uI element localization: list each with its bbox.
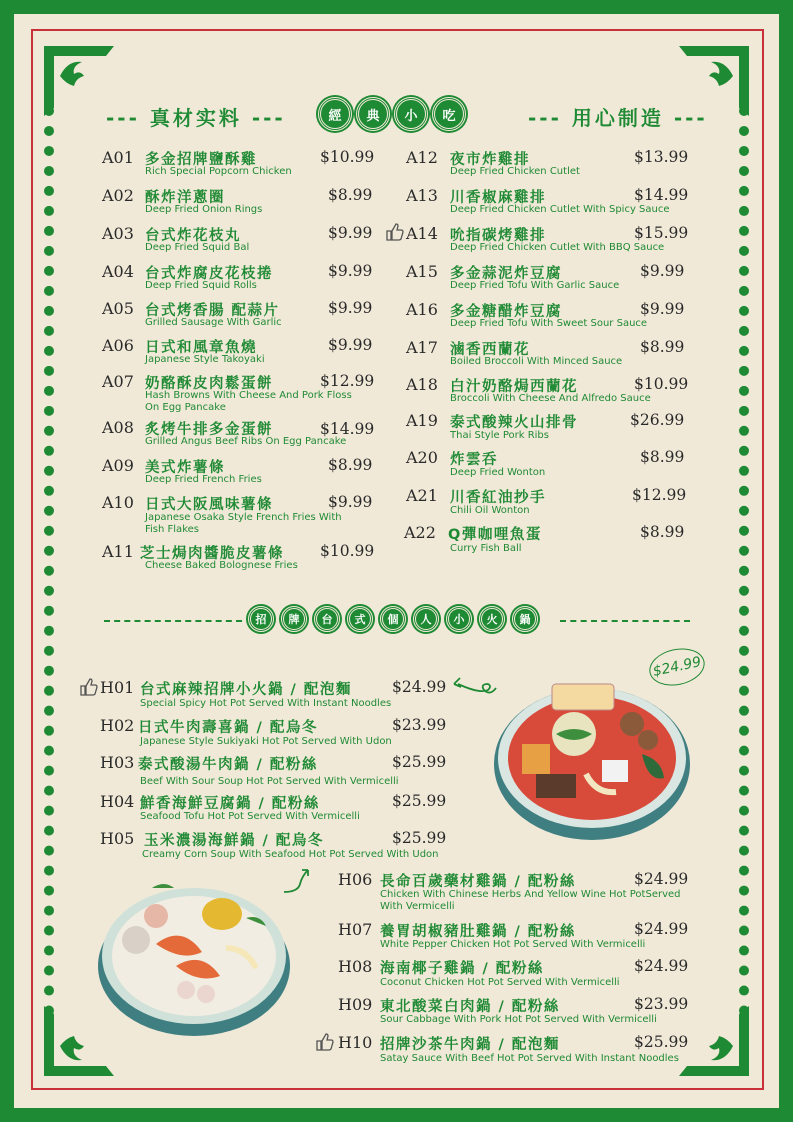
item-price: $26.99	[630, 411, 685, 429]
title-char: 台	[314, 606, 340, 632]
item-code: A20	[406, 448, 438, 467]
item-name-zh: 台式炸腐皮花枝捲	[145, 266, 273, 282]
item-price: $23.99	[392, 716, 447, 734]
item-price: $8.99	[328, 186, 373, 204]
item-name-en: Grilled Angus Beef Ribs On Egg Pancake	[145, 436, 347, 447]
item-name-en-line2: On Egg Pancake	[145, 402, 226, 413]
item-name-zh: 東北酸菜白肉鍋 / 配粉絲	[380, 999, 560, 1015]
item-price: $14.99	[634, 186, 689, 204]
item-name-en-line2: Fish Flakes	[145, 524, 199, 535]
divider-line	[104, 620, 242, 622]
item-name-en: Broccoli With Cheese And Alfredo Sauce	[450, 393, 651, 404]
title-char: 個	[380, 606, 406, 632]
item-code: A17	[406, 338, 438, 357]
item-code: H10	[338, 1033, 373, 1052]
item-name-zh: 日式和風章魚燒	[145, 340, 257, 356]
item-code: A07	[102, 372, 134, 391]
item-code: A21	[406, 486, 438, 505]
item-name-en: Rich Special Popcorn Chicken	[145, 166, 292, 177]
item-price: $25.99	[392, 792, 447, 810]
item-price: $14.99	[320, 420, 375, 438]
item-code: A03	[102, 224, 134, 243]
title-char: 火	[479, 606, 505, 632]
item-price: $24.99	[634, 920, 689, 938]
item-price: $25.99	[634, 1033, 689, 1051]
item-code: A12	[406, 148, 438, 167]
item-name-en: Creamy Corn Soup With Seafood Hot Pot Served With Udon	[142, 849, 439, 860]
item-name-zh: 日式牛肉壽喜鍋 / 配烏冬	[138, 720, 318, 736]
item-name-zh: 奶酪酥皮肉鬆蛋餅	[145, 376, 273, 392]
item-name-zh: 台式麻辣招牌小火鍋 / 配泡麵	[140, 682, 352, 698]
seafood-hotpot-image	[96, 870, 296, 1044]
item-name-zh: 玉米濃湯海鮮鍋 / 配烏冬	[144, 833, 324, 849]
item-name-en-line2: With Vermicelli	[380, 901, 455, 912]
item-name-en: Deep Fried Tofu With Garlic Sauce	[450, 280, 620, 291]
title-char: 小	[394, 97, 428, 131]
item-name-en: Hash Browns With Cheese And Pork Floss	[145, 390, 352, 401]
item-code: H06	[338, 870, 373, 889]
item-code: A19	[406, 411, 438, 430]
item-code: H07	[338, 920, 373, 939]
item-name-zh: 吮指碳烤雞排	[450, 228, 546, 244]
item-code: H01	[100, 678, 135, 697]
item-price: $25.99	[392, 753, 447, 771]
item-price: $9.99	[328, 224, 373, 242]
item-price: $9.99	[328, 299, 373, 317]
item-name-en: Deep Fried Tofu With Sweet Sour Sauce	[450, 318, 648, 329]
title-char: 小	[446, 606, 472, 632]
item-code: A18	[406, 375, 438, 394]
item-name-zh: 長命百歲藥材雞鍋 / 配粉絲	[380, 874, 576, 890]
item-price: $25.99	[392, 829, 447, 847]
item-name-en: Chili Oil Wonton	[450, 505, 530, 516]
spicy-hotpot-image	[492, 674, 692, 848]
item-name-en: Japanese Style Takoyaki	[145, 354, 265, 365]
item-price: $10.99	[634, 375, 689, 393]
item-name-zh: 台式炸花枝丸	[145, 228, 241, 244]
item-name-en: Deep Fried Chicken Cutlet With BBQ Sauce	[450, 242, 665, 253]
item-code: A16	[406, 300, 438, 319]
price-tag-badge: $24.99	[646, 644, 708, 691]
item-name-en: Chicken With Chinese Herbs And Yellow Wine Hot PotServed	[380, 889, 681, 900]
item-name-en: Curry Fish Ball	[450, 543, 522, 554]
section-title-snacks	[318, 97, 466, 131]
item-code: H03	[100, 753, 135, 772]
item-name-en: Sour Cabbage With Pork Hot Pot Served With Vermicelli	[380, 1014, 657, 1025]
item-name-en: Boiled Broccoli With Minced Sauce	[450, 356, 623, 367]
item-name-zh: 泰式酸辣火山排骨	[450, 415, 578, 431]
item-code: A22	[404, 523, 436, 542]
item-name-en: Satay Sauce With Beef Hot Pot Served With Instant Noodles	[380, 1053, 679, 1064]
item-price: $24.99	[634, 870, 689, 888]
item-price: $23.99	[634, 995, 689, 1013]
title-char: 牌	[281, 606, 307, 632]
item-code: A08	[102, 418, 134, 437]
item-name-en: Special Spicy Hot Pot Served With Instant Noodles	[140, 698, 392, 709]
thumbs-up-icon	[384, 222, 404, 246]
title-char: 鍋	[512, 606, 538, 632]
item-code: A02	[102, 186, 134, 205]
item-name-en: Cheese Baked Bolognese Fries	[145, 560, 298, 571]
item-name-zh: 台式烤香腸 配蒜片	[145, 303, 280, 319]
item-code: A05	[102, 299, 134, 318]
item-price: $15.99	[634, 224, 689, 242]
item-name-zh: 美式炸薯條	[145, 460, 225, 476]
item-name-en: Deep Fried Chicken Cutlet With Spicy Sauce	[450, 204, 670, 215]
thumbs-up-icon	[78, 677, 98, 701]
item-name-zh: 海南椰子雞鍋 / 配粉絲	[380, 961, 544, 977]
item-name-zh: 多金糖醋炸豆腐	[450, 304, 562, 320]
item-name-zh: 白汁奶酪焗西蘭花	[450, 379, 578, 395]
item-code: A15	[406, 262, 438, 281]
item-price: $9.99	[640, 262, 685, 280]
item-price: $8.99	[640, 523, 685, 541]
item-name-en: Coconut Chicken Hot Pot Served With Vermicelli	[380, 977, 620, 988]
corner-ornament-icon	[44, 46, 114, 116]
item-name-en: Beef With Sour Soup Hot Pot Served With Vermicelli	[140, 776, 399, 787]
item-name-en: Deep Fried Squid Rolls	[145, 280, 257, 291]
title-char: 招	[248, 606, 274, 632]
item-name-en: Deep Fried French Fries	[145, 474, 262, 485]
item-name-zh: 日式大阪風味薯條	[145, 497, 273, 513]
item-name-zh: 滷香西蘭花	[450, 342, 530, 358]
item-price: $8.99	[640, 338, 685, 356]
item-price: $24.99	[392, 678, 447, 696]
item-name-en: Grilled Sausage With Garlic	[145, 317, 282, 328]
item-name-en: White Pepper Chicken Hot Pot Served With Vermicelli	[380, 939, 646, 950]
title-char: 經	[318, 97, 352, 131]
item-price: $9.99	[328, 336, 373, 354]
item-name-en: Japanese Osaka Style French Fries With	[145, 512, 342, 523]
item-name-en: Deep Fried Wonton	[450, 467, 546, 478]
right-slogan: --- 用心制造 ---	[528, 106, 708, 130]
item-price: $12.99	[632, 486, 687, 504]
divider-line	[560, 620, 690, 622]
item-price: $24.99	[634, 957, 689, 975]
item-name-zh: 炙烤牛排多金蛋餅	[145, 422, 273, 438]
item-code: A06	[102, 336, 134, 355]
item-code: A09	[102, 456, 134, 475]
item-price: $8.99	[640, 448, 685, 466]
item-code: H02	[100, 716, 135, 735]
item-price: $9.99	[328, 493, 373, 511]
left-slogan: --- 真材实料 ---	[106, 106, 286, 130]
item-code: H08	[338, 957, 373, 976]
item-name-en: Deep Fried Chicken Cutlet	[450, 166, 580, 177]
item-code: A11	[102, 542, 134, 561]
item-price: $9.99	[640, 300, 685, 318]
item-code: A14	[406, 224, 438, 243]
item-name-en: Seafood Tofu Hot Pot Served With Vermicelli	[140, 811, 360, 822]
item-name-zh: 鮮香海鮮豆腐鍋 / 配粉絲	[140, 796, 320, 812]
item-name-zh: 養胃胡椒豬肚雞鍋 / 配粉絲	[380, 924, 576, 940]
item-price: $13.99	[634, 148, 689, 166]
title-char: 典	[356, 97, 390, 131]
item-price: $12.99	[320, 372, 375, 390]
item-price: $10.99	[320, 542, 375, 560]
title-char: 吃	[432, 97, 466, 131]
item-name-zh: 炸雲呑	[450, 452, 498, 468]
item-code: A01	[102, 148, 134, 167]
item-name-en: Deep Fried Squid Bal	[145, 242, 250, 253]
title-char: 人	[413, 606, 439, 632]
item-name-en: Japanese Style Sukiyaki Hot Pot Served With Udon	[140, 736, 392, 747]
item-code: A13	[406, 186, 438, 205]
item-name-zh: 招牌沙茶牛肉鍋 / 配泡麵	[380, 1037, 560, 1053]
item-price: $9.99	[328, 262, 373, 280]
item-name-zh: 多金招牌鹽酥雞	[145, 152, 257, 168]
item-name-zh: 芝士焗肉醬脆皮薯條	[140, 546, 284, 562]
item-name-zh: 川香椒麻雞排	[450, 190, 546, 206]
title-char: 式	[347, 606, 373, 632]
item-name-zh: 川香紅油抄手	[450, 490, 546, 506]
item-name-zh: 夜市炸雞排	[450, 152, 530, 168]
item-code: A04	[102, 262, 134, 281]
item-code: H05	[100, 829, 135, 848]
item-name-zh: 多金蒜泥炸豆腐	[450, 266, 562, 282]
item-price: $10.99	[320, 148, 375, 166]
item-name-zh: 酥炸洋蔥圈	[145, 190, 225, 206]
item-name-en: Deep Fried Onion Rings	[145, 204, 263, 215]
thumbs-up-icon	[314, 1032, 334, 1056]
item-name-zh: Q彈咖哩魚蛋	[448, 527, 542, 543]
item-code: H04	[100, 792, 135, 811]
item-name-zh: 泰式酸湯牛肉鍋 / 配粉絲	[138, 757, 318, 773]
item-name-en: Thai Style Pork Ribs	[450, 430, 549, 441]
item-code: H09	[338, 995, 373, 1014]
corner-ornament-icon	[679, 1006, 749, 1076]
item-price: $8.99	[328, 456, 373, 474]
item-code: A10	[102, 493, 134, 512]
section-title-hotpot	[248, 606, 538, 632]
